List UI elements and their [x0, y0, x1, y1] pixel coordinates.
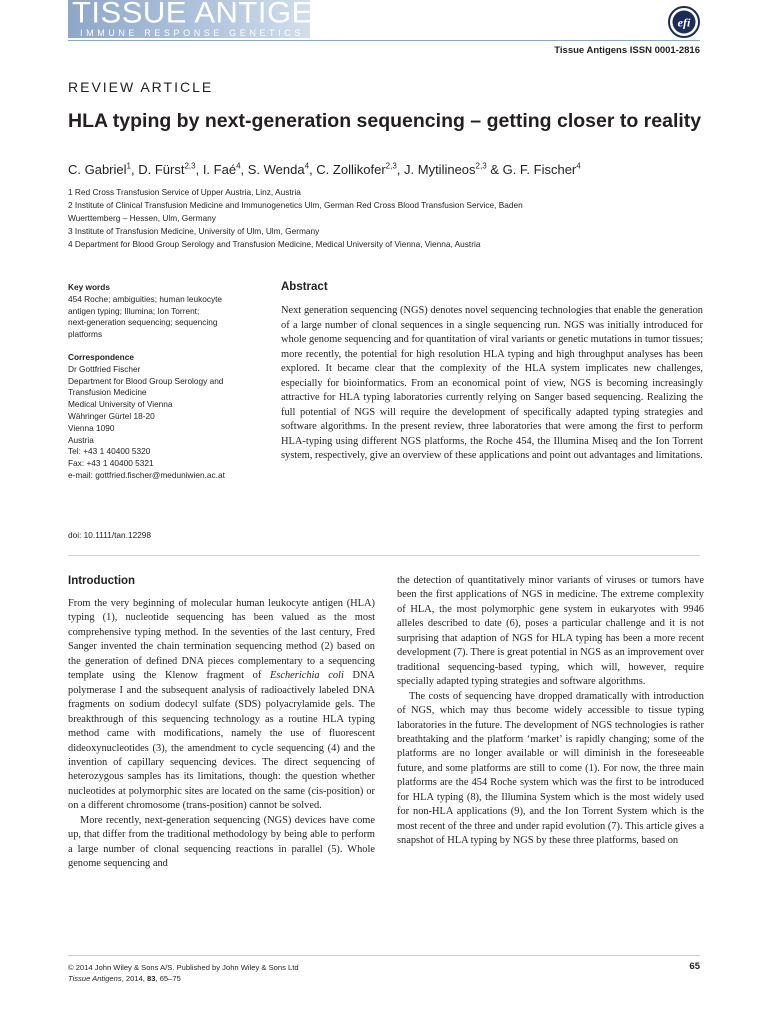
correspondence-block — [68, 352, 268, 482]
keywords-line: next-generation sequencing; sequencing — [68, 317, 218, 328]
correspondence-line: Dr Gottfried Fischer — [68, 363, 141, 374]
affiliation-line: 3 Institute of Transfusion Medicine, University of Ulm, Ulm, Germany — [68, 226, 320, 236]
issn: Tissue Antigens ISSN 0001-2816 — [554, 45, 700, 56]
keywords-line: platforms — [68, 329, 103, 340]
affiliations — [68, 186, 700, 251]
correspondence-line: Währinger Gürtel 18-20 — [68, 410, 155, 421]
author: S. Wenda — [247, 162, 305, 177]
affiliation-line: 2 Institute of Clinical Transfusion Medicine and Immunogenetics Ulm, German Red Cross Blood Transfusion Service, Baden — [68, 200, 523, 210]
author-list — [68, 161, 708, 179]
author-separator: , — [195, 162, 203, 177]
body-column-left — [68, 597, 375, 872]
correspondence-line: Tel: +43 1 40400 5320 — [68, 446, 151, 457]
correspondence-line: Austria — [68, 434, 94, 445]
author-affiliation-marker: 4 — [304, 161, 310, 171]
paragraph-text: DNA polymerase I and the subsequent analysis of radioactively labeled DNA fragments on sodium dodecyl sulfate (SDS) polyacrylamide gels. The breakthrough of this sequencing technology as a routine HLA typing method came with modifications, namely the use of fluorescent dideoxynucleotides (3), the amendment to cycle sequencing (4) and the invention of capillary sequencing devices. The direct sequencing of heterozygous samples has its limitations, though: the question whether nucleotides at polymorphic sites are located on the same (cis-position) or on a different chromosome (trans-position) cannot be solved. — [68, 670, 376, 812]
author-affiliation-marker: 2,3 — [475, 161, 487, 171]
copyright: © 2014 John Wiley & Sons A/S. Published by John Wiley & Sons Ltd — [68, 963, 299, 972]
introduction-heading: Introduction — [68, 575, 136, 587]
intro-paragraph-4: The costs of sequencing have dropped dramatically with introduction of NGS, which may thus become widely accessible to tissue typing laboratories in the future. The development of NGS technologies is rather breathtaking and the platform ‘market’ is rapidly changing; some of the platforms are no longer available or will diminish in the foreseeable future, and some platforms are still to come (1). For now, the three main platforms are the 454 Roche system which was the first to be introduced for HLA typing (8), the Illumina System which is the most widely used for non-HLA applications (9), and the Ion Torrent System which is the most recent of the three and under rapid evolution (7). This article gives a snapshot of HLA typing by NGS by these three platforms, based on — [397, 690, 704, 847]
author: C. Zollikofer — [316, 162, 386, 177]
abstract-heading: Abstract — [281, 281, 328, 293]
citation-pages: , 65–75 — [155, 974, 181, 983]
author-affiliation-marker: 1 — [126, 161, 131, 171]
author-separator: & — [486, 162, 503, 177]
correspondence-line: Medical University of Vienna — [68, 399, 173, 410]
sidebar — [68, 282, 268, 493]
author: G. F. Fischer — [502, 162, 577, 177]
author-separator: , — [240, 162, 248, 177]
header-rule — [68, 40, 700, 41]
affiliation-line: 4 Department for Blood Group Serology and Transfusion Medicine, Medical University of Vienna, Vienna, Austria — [68, 239, 481, 249]
abstract-text: Next generation sequencing (NGS) denotes novel sequencing technologies that enable the generation of a large number of clonal sequences in a single sequencing run. NGS was initially introduced for whole genome sequencing and for quantitation of viral variants or genetic mutations in tumor tissues; more recently, the potential for high resolution HLA typing and high throughput analyses has been explored. It became clear that the complexity of the HLA system implicates new challenges, especially for bioinformatics. From an economical point of view, NGS is becoming increasingly attractive for HLA typing laboratories currently relying on Sanger based sequencing. Realizing the full potential of NGS will require the development of specifically adapted typing strategies and software algorithms. In the present review, three laboratories that were among the first to perform HLA-typing using different NGS platforms, the Roche 454, the Illumina Miseq and the Ion Torrent system, respectively, give an overview of these applications and point out advantages and limitations. — [281, 305, 703, 462]
keywords-block — [68, 282, 268, 341]
intro-paragraph-3: the detection of quantitatively minor variants of viruses or tumors have been the first applications of NGS in medicine. The extreme complexity of HLA, the most polymorphic gene system in eukaryotes with 9946 alleles described to date (6), poses a particular challenge and it is not surprising that adaption of NGS for HLA typing has been a more recent development (7). There is great potential in NGS as an improvement over traditional sequencing-based typing, which will, however, require specially adapted typing strategies and software algorithms. — [397, 575, 704, 688]
correspondence-email[interactable]: e-mail: gottfried.fischer@meduniwien.ac.at — [68, 469, 225, 480]
author-separator: , — [396, 162, 405, 177]
article-type: REVIEW ARTICLE — [68, 79, 214, 95]
citation-text: , 2014, — [121, 974, 148, 983]
article-title: HLA typing by next-generation sequencing – getting closer to reality — [68, 110, 702, 132]
author-separator: , — [309, 162, 317, 177]
author-affiliation-marker: 4 — [576, 161, 581, 171]
keywords-heading: Key words — [68, 282, 110, 292]
journal-subtitle: IMMUNE RESPONSE GENETICS — [80, 28, 304, 38]
author: J. Mytilineos — [404, 162, 476, 177]
citation — [68, 973, 299, 984]
author-separator: , — [130, 162, 139, 177]
intro-paragraph-1 — [68, 597, 375, 814]
correspondence-heading: Correspondence — [68, 351, 134, 362]
page-number: 65 — [689, 961, 700, 972]
doi[interactable]: doi: 10.1111/tan.12298 — [68, 530, 152, 540]
affiliation-line: Wuerttemberg – Hessen, Ulm, Germany — [68, 213, 216, 223]
paragraph-text: From the very beginning of molecular human leukocyte antigen (HLA) typing (1), nucleotide sequencing has been valued as the most comprehensive typing method. In the seventies of the last century, Fred Sanger invented the chain termination sequencing method (2) based on the generation of defined DNA pieces complementary to a sequencing template using the Klenow fragment of — [68, 598, 375, 682]
author: C. Gabriel — [68, 162, 127, 177]
species-name: Escherichia coli — [269, 670, 344, 682]
author-affiliation-marker: 2,3 — [184, 161, 196, 171]
footer-citation — [68, 962, 299, 984]
intro-paragraph-2: More recently, next-generation sequencing (NGS) devices have come up, that differ from the traditional methodology by being able to perform a large number of clonal sequencing reactions in parallel (5). Whole genome sequencing and — [68, 814, 375, 870]
author: D. Fürst — [138, 162, 185, 177]
keywords-line: antigen typing; Illumina; Ion Torrent; — [68, 305, 200, 316]
correspondence-line: Department for Blood Group Serology and — [68, 375, 224, 386]
footer-rule — [68, 955, 700, 956]
section-divider — [68, 555, 700, 556]
keywords-line: 454 Roche; ambiguities; human leukocyte — [68, 293, 223, 304]
author: I. Faé — [202, 162, 237, 177]
correspondence-line: Fax: +43 1 40400 5321 — [68, 458, 154, 469]
affiliation-line: 1 Red Cross Transfusion Service of Upper Austria, Linz, Austria — [68, 187, 301, 197]
correspondence-line: Vienna 1090 — [68, 422, 115, 433]
author-affiliation-marker: 2,3 — [385, 161, 397, 171]
correspondence-line: Transfusion Medicine — [68, 387, 147, 398]
journal-title: TISSUE ANTIGENS — [72, 0, 357, 30]
author-affiliation-marker: 4 — [236, 161, 241, 171]
citation-volume: 83 — [147, 974, 156, 983]
citation-journal: Tissue Antigens — [68, 974, 122, 983]
efi-logo-text: efi — [677, 15, 691, 30]
efi-logo-icon — [668, 6, 700, 38]
body-column-right — [397, 574, 704, 849]
